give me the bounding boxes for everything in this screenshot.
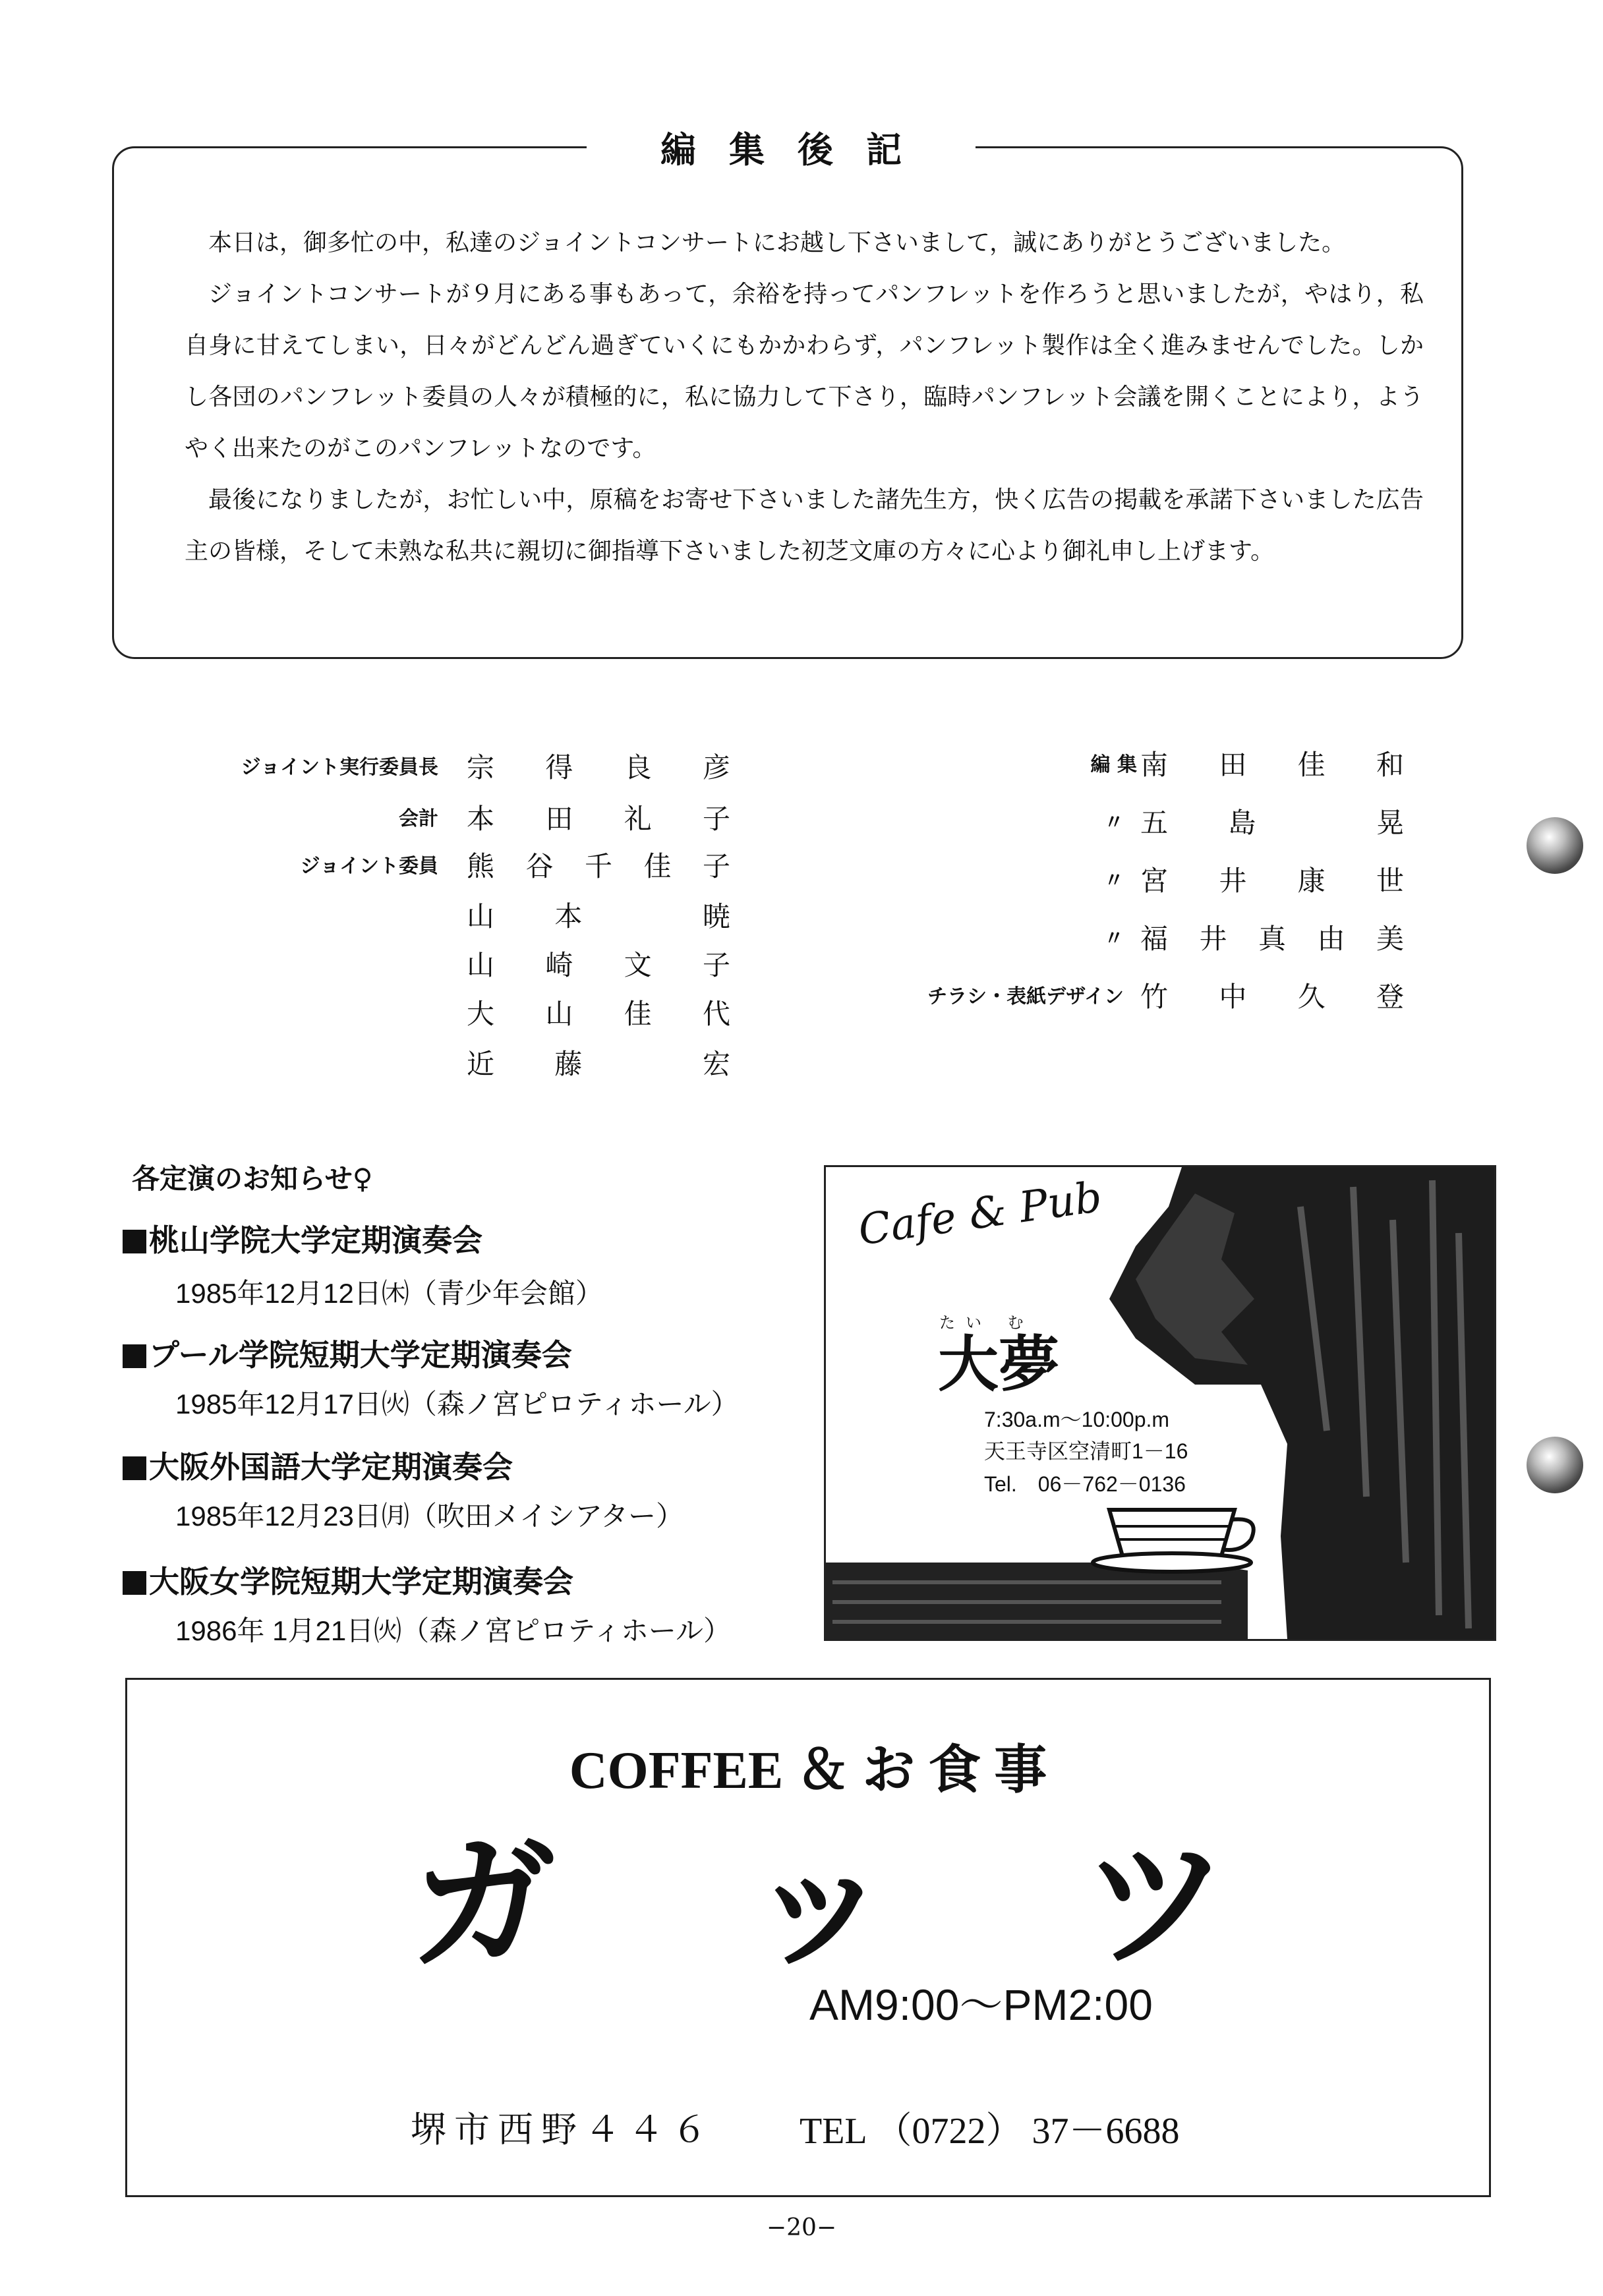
coffee-heading: COFFEE ＆ お 食 事 xyxy=(569,1742,1047,1800)
postscript-paragraph: 最後になりましたが，お忙しい中，原稿をお寄せ下さいました諸先生方，快く広告の掲載を承諾下さいました広告主の皆様，そして未熟な私共に親切に御指導下さいました初芝文庫の方々に心より御礼申し上げます。 xyxy=(185,486,1424,565)
coffee-advertisement xyxy=(125,1678,1491,2197)
postscript-paragraph: ジョイントコンサートが９月にある事もあって，余裕を持ってパンフレットを作ろうと思いましたが，やはり，私自身に甘えてしまい，日々がどんどん過ぎていくにもかかわらず，パンフレット製作は全く進みませんでした。しかし各団のパンフレット委員の人々が積極的に，私に協力して下さり，臨時パンフレット会議を開くことにより，ようやく出来たのがこのパンフレットなのです。 xyxy=(185,281,1424,462)
staff-name: 竹 中 久 登 xyxy=(1140,981,1404,1013)
staff-name: 本 田 礼 子 xyxy=(467,803,730,835)
concert-title: プール学院短期大学定期演奏会 xyxy=(123,1331,572,1375)
staff-name: 熊 谷 千 佳 子 xyxy=(467,850,730,882)
staff-role: 〃 xyxy=(1104,869,1124,892)
concert-title: 大阪女学院短期大学定期演奏会 xyxy=(123,1558,573,1601)
staff-row xyxy=(0,916,1404,962)
concert-title: 桃山学院大学定期演奏会 xyxy=(123,1217,482,1260)
coffee-hours: AM9:00～PM2:00 xyxy=(809,1980,1153,2029)
square-bullet-icon xyxy=(123,1456,146,1480)
staff-name: 宗 得 良 彦 xyxy=(467,751,730,784)
staff-row xyxy=(0,974,1404,1020)
square-bullet-icon xyxy=(123,1344,146,1368)
staff-row xyxy=(0,1041,732,1087)
staff-name: 山 崎 文 子 xyxy=(467,949,730,981)
page-number: −20− xyxy=(766,2214,837,2241)
postscript-paragraph: 本日は，御多忙の中，私達のジョイントコンサートにお越し下さいまして，誠にありがとうございました。 xyxy=(208,229,1346,256)
cafe-name-ruby: たい む xyxy=(939,1313,1034,1332)
postscript-title: 編集後記 xyxy=(587,123,976,178)
concert-date: 1986年 1月21日㈫（森ノ宮ピロティホール） xyxy=(175,1615,731,1646)
coffee-tel: TEL （0722） 37－6688 xyxy=(800,2111,1180,2152)
staff-name: 南 田 佳 和 xyxy=(1140,749,1404,781)
concert-date: 1985年12月17日㈫（森ノ宮ピロティホール） xyxy=(175,1389,739,1420)
staff-row xyxy=(0,800,1404,846)
postscript-body xyxy=(185,217,1424,577)
staff-row xyxy=(0,858,1404,904)
staff-role: 〃 xyxy=(1104,811,1124,834)
staff-role: チラシ・表紙デザイン xyxy=(927,985,1124,1008)
notice-heading: 各定演のお知らせ♀ xyxy=(132,1162,373,1195)
staff-role: 〃 xyxy=(1104,927,1124,950)
staff-name: 大 山 佳 代 xyxy=(467,998,730,1030)
staff-role: ジョイント委員 xyxy=(300,855,438,878)
staff-role: ジョイント実行委員長 xyxy=(241,756,438,779)
staff-role: 編 集 xyxy=(1090,753,1137,776)
staff-row xyxy=(0,742,1404,788)
cafe-hours: 7:30a.m～10:00p.m xyxy=(984,1408,1170,1431)
cafe-tel: Tel. 06－762－0136 xyxy=(984,1472,1186,1496)
cafe-name: 大夢 xyxy=(938,1329,1060,1400)
staff-name: 宮 井 康 世 xyxy=(1140,865,1404,897)
staff-name: 山 本 暁 xyxy=(467,900,730,933)
concert-title: 大阪外国語大学定期演奏会 xyxy=(123,1443,513,1487)
coffee-shop-name: ガ ッ ツ xyxy=(411,1820,1228,1988)
cafe-advertisement xyxy=(824,1165,1496,1641)
staff-name: 五 島 晃 xyxy=(1140,807,1404,839)
staff-name: 近 藤 宏 xyxy=(467,1048,730,1080)
square-bullet-icon xyxy=(123,1571,146,1595)
staff-name: 福 井 真 由 美 xyxy=(1140,923,1404,955)
coffee-address: 堺市西野４４６ xyxy=(411,2109,715,2150)
concert-date: 1985年12月12日㈭（青少年会館） xyxy=(175,1278,603,1309)
binder-hole-icon xyxy=(1527,817,1583,874)
concert-date: 1985年12月23日㈪（吹田メイシアター） xyxy=(175,1501,684,1532)
cafe-address: 天王寺区空清町1－16 xyxy=(984,1439,1188,1463)
square-bullet-icon xyxy=(123,1230,146,1253)
cafe-script-title: Cafe & Pub xyxy=(855,1172,1105,1255)
binder-hole-icon xyxy=(1527,1437,1583,1493)
staff-role: 会計 xyxy=(399,807,438,830)
